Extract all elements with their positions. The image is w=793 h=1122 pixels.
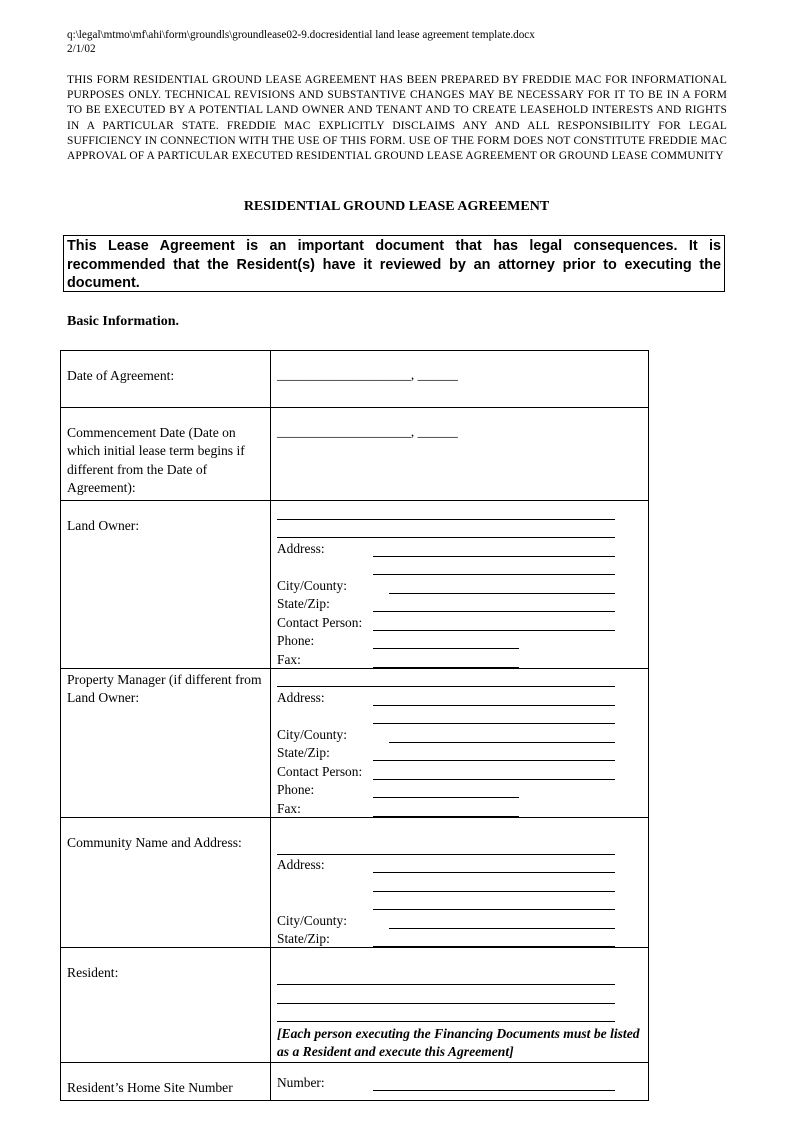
address-line[interactable] [373, 560, 615, 575]
resident-note: [Each person executing the Financing Documents must be listed as a Resident and execute this Agreement] [277, 1026, 640, 1060]
number-line[interactable] [373, 1076, 615, 1091]
blank-line[interactable] [277, 1007, 615, 1022]
fax-line[interactable] [373, 802, 519, 817]
contact-person-line[interactable] [373, 765, 615, 780]
label-home-site: Resident’s Home Site Number [61, 1062, 271, 1100]
legal-notice-box: This Lease Agreement is an important document that has legal consequences. It is recommended that the Resident(s) have it reviewed by an attorney prior to executing the document. [63, 235, 725, 292]
phone-line[interactable] [373, 783, 519, 798]
city-county-label: City/County: [277, 726, 347, 742]
contact-person-line[interactable] [373, 616, 615, 631]
address-line[interactable] [373, 542, 615, 557]
number-label: Number: [277, 1075, 325, 1091]
document-title: RESIDENTIAL GROUND LEASE AGREEMENT [243, 199, 550, 214]
address-line[interactable] [373, 858, 615, 873]
field-home-site[interactable] [271, 1062, 649, 1100]
address-line[interactable] [373, 691, 615, 706]
row-resident [61, 948, 649, 1063]
section-heading: Basic Information. [67, 314, 179, 329]
row-land-owner [61, 501, 649, 669]
state-zip-label: State/Zip: [277, 596, 330, 611]
field-property-manager[interactable] [271, 668, 649, 817]
label-community: Community Name and Address: [61, 817, 271, 948]
basic-information-table [60, 350, 649, 1101]
state-zip-label: State/Zip: [277, 745, 330, 760]
city-county-line[interactable] [389, 579, 615, 594]
city-county-label: City/County: [277, 577, 347, 593]
blank-line[interactable] [277, 523, 615, 538]
file-date: 2/1/02 [67, 43, 96, 55]
blank-line[interactable] [277, 970, 615, 985]
fax-label: Fax: [277, 800, 301, 816]
fax-label: Fax: [277, 651, 301, 667]
address-line[interactable] [373, 709, 615, 724]
disclaimer-paragraph: THIS FORM RESIDENTIAL GROUND LEASE AGREEMENT HAS BEEN PREPARED BY FREDDIE MAC FOR INFORMATIONAL PURPOSES ONLY. TECHNICAL REVISIONS AND SUBSTANTIVE CHANGES MAY BE NECESSARY FOR IT TO BE IN A FORM TO BE EXECUTED BY A POTENTIAL LAND OWNER AND TENANT AND TO CREATE LEASEHOLD INTERESTS AND RIGHTS IN A PARTICULAR STATE. FREDDIE MAC EXPLICITLY DISCLAIMS ANY AND ALL RESPONSIBILITY FOR LEGAL SUFFICIENCY IN CONNECTION WITH THE USE OF THIS FORM. USE OF THE FORM DOES NOT CONSTITUTE FREDDIE MAC APPROVAL OF A PARTICULAR EXECUTED RESIDENTIAL GROUND LEASE AGREEMENT OR GROUND LEASE COMMUNITY [67, 74, 727, 163]
city-county-line[interactable] [389, 728, 615, 743]
field-resident[interactable] [271, 948, 649, 1063]
label-commencement-date: Commencement Date (Date on which initial lease term begins if different from the Date of Agreement): [61, 408, 271, 501]
label-date-of-agreement: Date of Agreement: [61, 351, 271, 408]
row-community [61, 817, 649, 948]
label-resident: Resident: [61, 948, 271, 1063]
field-commencement-date[interactable] [271, 408, 649, 501]
address-label: Address: [277, 689, 325, 705]
phone-label: Phone: [277, 782, 315, 797]
address-label: Address: [277, 540, 325, 556]
address-line[interactable] [373, 895, 615, 910]
row-property-manager [61, 668, 649, 817]
blank-line[interactable] [277, 505, 615, 520]
row-commencement-date [61, 408, 649, 501]
contact-person-label: Contact Person: [277, 614, 363, 630]
field-community[interactable] [271, 817, 649, 948]
phone-line[interactable] [373, 634, 519, 649]
state-zip-line[interactable] [373, 746, 615, 761]
file-path: q:\legal\mtmo\mf\ahi\form\groundls\groundlease02-9.docresidential land lease agreement template.docx [67, 29, 535, 41]
blank-line[interactable] [277, 989, 615, 1004]
fax-line[interactable] [373, 653, 519, 668]
blank-line[interactable] [277, 840, 615, 855]
field-land-owner[interactable] [271, 501, 649, 669]
city-county-label: City/County: [277, 912, 347, 928]
file-path-header [67, 28, 535, 56]
state-zip-label: State/Zip: [277, 931, 330, 946]
field-date-of-agreement[interactable] [271, 351, 649, 408]
address-label: Address: [277, 857, 325, 872]
state-zip-line[interactable] [373, 932, 615, 947]
phone-label: Phone: [277, 633, 315, 648]
row-date-of-agreement [61, 351, 649, 408]
address-line[interactable] [373, 877, 615, 892]
blank-line[interactable] [277, 672, 615, 687]
label-land-owner: Land Owner: [61, 501, 271, 669]
contact-person-label: Contact Person: [277, 763, 363, 779]
date-blank[interactable]: ____________________, ______ [277, 367, 458, 382]
row-home-site [61, 1062, 649, 1100]
city-county-line[interactable] [389, 914, 615, 929]
label-property-manager: Property Manager (if different from Land Owner: [61, 668, 271, 817]
state-zip-line[interactable] [373, 597, 615, 612]
date-blank[interactable]: ____________________, ______ [277, 424, 458, 439]
